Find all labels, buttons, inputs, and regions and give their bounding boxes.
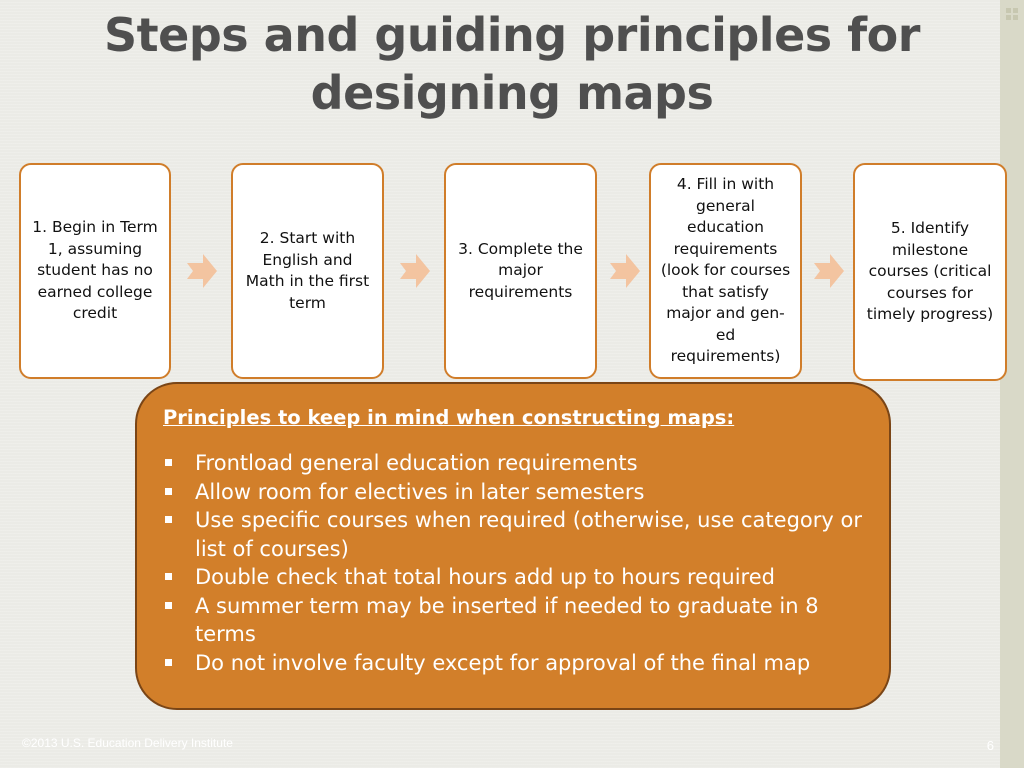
principles-panel <box>135 382 891 710</box>
list-item <box>163 649 863 678</box>
step-label: 2. Start with English and Math in the first term <box>245 229 370 312</box>
square-bullet-icon <box>165 602 172 609</box>
step-box-5 <box>853 163 1007 381</box>
square-bullet-icon <box>165 459 172 466</box>
list-item <box>163 592 863 649</box>
decorative-side-band <box>1000 0 1024 768</box>
square-bullet-icon <box>165 659 172 666</box>
list-item <box>163 478 863 507</box>
principles-list <box>163 449 863 677</box>
chevron-arrow-icon <box>814 254 844 288</box>
list-item-text: Do not involve faculty except for approval of the final map <box>195 650 811 675</box>
page-number: 6 <box>986 738 994 753</box>
list-item <box>163 563 863 592</box>
decorative-star-icon <box>1004 6 1020 22</box>
list-item <box>163 449 863 478</box>
list-item-text: A summer term may be inserted if needed to graduate in 8 terms <box>195 593 819 646</box>
chevron-arrow-icon <box>400 254 430 288</box>
square-bullet-icon <box>165 516 172 523</box>
step-box-3 <box>444 163 597 379</box>
principles-heading: Principles to keep in mind when constructing maps: <box>163 406 735 429</box>
step-label: 4. Fill in with general education requirements (look for courses that satisfy major and gen-ed requirements) <box>660 175 791 366</box>
list-item-text: Allow room for electives in later semesters <box>195 479 645 504</box>
list-item <box>163 506 863 563</box>
step-label: 1. Begin in Term 1, assuming student has no earned college credit <box>32 218 158 323</box>
step-box-2 <box>231 163 384 379</box>
chevron-arrow-icon <box>610 254 640 288</box>
square-bullet-icon <box>165 573 172 580</box>
list-item-text: Double check that total hours add up to hours required <box>195 565 775 589</box>
step-box-1 <box>19 163 171 379</box>
list-item-text: Use specific courses when required (otherwise, use category or list of courses) <box>195 508 862 561</box>
footer-copyright: ©2013 U.S. Education Delivery Institute <box>22 736 233 750</box>
square-bullet-icon <box>165 488 172 495</box>
step-label: 5. Identify milestone courses (critical courses for timely progress) <box>866 219 994 324</box>
slide-title: Steps and guiding principles for designing maps <box>104 8 920 120</box>
step-box-4 <box>649 163 802 379</box>
list-item-text: Frontload general education requirements <box>195 451 638 475</box>
chevron-arrow-icon <box>187 254 217 288</box>
step-label: 3. Complete the major requirements <box>458 239 583 301</box>
